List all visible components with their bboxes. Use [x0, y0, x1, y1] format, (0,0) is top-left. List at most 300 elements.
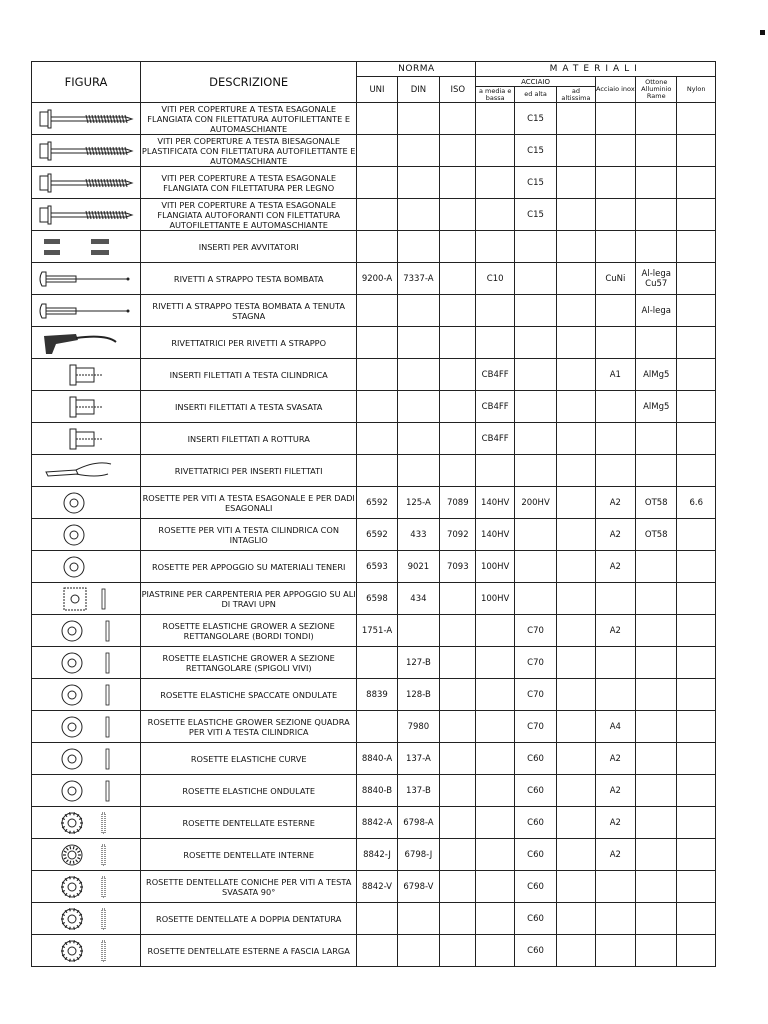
media-cell: 100HV: [476, 551, 514, 583]
alta-cell: C60: [514, 903, 556, 935]
nylon-cell: [677, 199, 716, 231]
inox-cell: [595, 135, 635, 167]
nylon-cell: [677, 807, 716, 839]
figure-cell: [32, 231, 141, 263]
uni-cell: [357, 391, 397, 423]
altissima-cell: [557, 615, 595, 647]
alta-cell: 200HV: [514, 487, 556, 519]
inox-cell: [595, 231, 635, 263]
media-cell: [476, 295, 514, 327]
description-cell: INSERTI FILETTATI A TESTA CILINDRICA: [141, 359, 357, 391]
ottone-cell: [636, 583, 677, 615]
page-corner-mark: [760, 30, 765, 35]
iso-cell: [440, 359, 476, 391]
sealed-blind-rivet-icon: [32, 298, 140, 324]
din-cell: 7980: [397, 711, 439, 743]
table-row: [32, 711, 716, 743]
iso-cell: [440, 807, 476, 839]
altissima-cell: [557, 295, 595, 327]
figure-cell: [32, 711, 141, 743]
din-cell: 128-B: [397, 679, 439, 711]
media-cell: [476, 903, 514, 935]
table-row: [32, 487, 716, 519]
inox-cell: [595, 103, 635, 135]
external-tooth-washer-icon: [32, 810, 140, 836]
blind-rivet-icon: [32, 266, 140, 292]
uni-cell: [357, 711, 397, 743]
inox-cell: [595, 199, 635, 231]
iso-cell: [440, 839, 476, 871]
header-figura: FIGURA: [32, 62, 141, 103]
table-row: [32, 295, 716, 327]
altissima-cell: [557, 839, 595, 871]
iso-cell: 7089: [440, 487, 476, 519]
altissima-cell: [557, 583, 595, 615]
nylon-cell: [677, 935, 716, 967]
inox-cell: [595, 423, 635, 455]
media-cell: [476, 615, 514, 647]
media-cell: [476, 327, 514, 359]
altissima-cell: [557, 135, 595, 167]
inox-cell: A1: [595, 359, 635, 391]
table-row: [32, 839, 716, 871]
din-cell: 6798-V: [397, 871, 439, 903]
din-cell: [397, 359, 439, 391]
uni-cell: 8842-V: [357, 871, 397, 903]
rivet-gun-icon: [32, 330, 140, 356]
din-cell: 6798-A: [397, 807, 439, 839]
ottone-cell: [636, 839, 677, 871]
table-row: [32, 423, 716, 455]
nylon-cell: [677, 551, 716, 583]
media-cell: CB4FF: [476, 359, 514, 391]
din-cell: 6798-J: [397, 839, 439, 871]
description-cell: ROSETTE ELASTICHE GROWER SEZIONE QUADRA PER VITI A TESTA CILINDRICA: [141, 711, 357, 743]
table-row: [32, 391, 716, 423]
header-materiali: MATERIALI: [476, 62, 716, 77]
uni-cell: [357, 935, 397, 967]
description-cell: VITI PER COPERTURE A TESTA BIESAGONALE PLASTIFICATA CON FILETTATURA AUTOFILETTANTE E AUTOMASCHIANTE: [141, 135, 356, 166]
uni-cell: 9200-A: [357, 263, 397, 295]
inox-cell: [595, 871, 635, 903]
media-cell: 100HV: [476, 583, 514, 615]
description-cell: ROSETTE PER APPOGGIO SU MATERIALI TENERI: [141, 551, 357, 583]
fasteners-table: [31, 61, 716, 967]
uni-cell: 6592: [357, 519, 397, 551]
ottone-cell: AlMg5: [636, 391, 677, 423]
figure-cell: [32, 103, 141, 135]
inox-cell: A2: [595, 775, 635, 807]
alta-cell: C60: [514, 839, 556, 871]
uni-cell: [357, 359, 397, 391]
header-norma: NORMA: [357, 62, 476, 77]
nylon-cell: [677, 423, 716, 455]
description-cell: ROSETTE ELASTICHE GROWER A SEZIONE RETTANGOLARE (SPIGOLI VIVI): [141, 647, 357, 679]
media-cell: [476, 103, 514, 135]
din-cell: [397, 391, 439, 423]
ottone-cell: OT58: [636, 519, 677, 551]
iso-cell: 7093: [440, 551, 476, 583]
media-cell: [476, 199, 514, 231]
iso-cell: [440, 903, 476, 935]
description-cell: ROSETTE ELASTICHE ONDULATE: [141, 775, 357, 807]
nylon-cell: [677, 167, 716, 199]
description-cell: ROSETTE DENTELLATE A DOPPIA DENTATURA: [141, 903, 357, 935]
curved-spring-washer-icon: [32, 746, 140, 772]
nylon-cell: [677, 647, 716, 679]
nylon-cell: [677, 711, 716, 743]
figure-cell: [32, 423, 141, 455]
din-cell: [397, 327, 439, 359]
figure-cell: [32, 263, 141, 295]
table-row: [32, 583, 716, 615]
media-cell: 140HV: [476, 519, 514, 551]
alta-cell: [514, 519, 556, 551]
description-cell: ROSETTE ELASTICHE CURVE: [141, 743, 357, 775]
alta-cell: C70: [514, 679, 556, 711]
description-cell: ROSETTE PER VITI A TESTA CILINDRICA CON INTAGLIO: [141, 519, 357, 551]
uni-cell: 8839: [357, 679, 397, 711]
nylon-cell: [677, 743, 716, 775]
uni-cell: [357, 423, 397, 455]
header-ed-alta: ed alta: [514, 87, 556, 103]
ottone-cell: AlMg5: [636, 359, 677, 391]
din-cell: 7337-A: [397, 263, 439, 295]
table-row: [32, 551, 716, 583]
din-cell: [397, 935, 439, 967]
iso-cell: 7092: [440, 519, 476, 551]
nylon-cell: 6.6: [677, 487, 716, 519]
description-cell: ROSETTE PER VITI A TESTA ESAGONALE E PER DADI ESAGONALI: [141, 487, 357, 519]
inox-cell: [595, 679, 635, 711]
altissima-cell: [557, 775, 595, 807]
uni-cell: 1751-A: [357, 615, 397, 647]
uni-cell: [357, 647, 397, 679]
description-cell: RIVETTI A STRAPPO TESTA BOMBATA A TENUTA STAGNA: [141, 295, 357, 327]
nylon-cell: [677, 839, 716, 871]
alta-cell: [514, 327, 556, 359]
alta-cell: C15: [514, 167, 556, 199]
alta-cell: C60: [514, 935, 556, 967]
figure-cell: [32, 359, 141, 391]
double-hex-screw-icon: [32, 138, 140, 164]
media-cell: [476, 743, 514, 775]
media-cell: [476, 135, 514, 167]
media-cell: [476, 839, 514, 871]
figure-cell: [32, 647, 141, 679]
iso-cell: [440, 647, 476, 679]
description-cell: ROSETTE DENTELLATE CONICHE PER VITI A TESTA SVASATA 90°: [141, 871, 357, 903]
table-row: [32, 935, 716, 967]
media-cell: CB4FF: [476, 423, 514, 455]
table-row: [32, 327, 716, 359]
figure-cell: [32, 519, 141, 551]
flat-washer-icon: [32, 490, 140, 516]
hex-flange-wood-screw-icon: [32, 170, 140, 196]
media-cell: [476, 711, 514, 743]
header-media-bassa: a media e bassa: [476, 87, 514, 103]
alta-cell: C60: [514, 807, 556, 839]
figure-cell: [32, 679, 141, 711]
altissima-cell: [557, 199, 595, 231]
figure-cell: [32, 199, 141, 231]
media-cell: CB4FF: [476, 391, 514, 423]
description-cell: VITI PER COPERTURE A TESTA ESAGONALE FLANGIATA AUTOFORANTI CON FILETTATURA AUTOFILETTANTE E AUTOMASCHIANTE: [141, 199, 357, 231]
media-cell: [476, 807, 514, 839]
description-cell: ROSETTE ELASTICHE GROWER A SEZIONE RETTANGOLARE (BORDI TONDI): [141, 615, 357, 647]
description-cell: VITI PER COPERTURE A TESTA ESAGONALE FLANGIATA CON FILETTATURA PER LEGNO: [141, 167, 357, 199]
din-cell: 433: [397, 519, 439, 551]
uni-cell: [357, 231, 397, 263]
header-descrizione: DESCRIZIONE: [141, 62, 357, 103]
media-cell: [476, 679, 514, 711]
description-cell: INSERTI PER AVVITATORI: [141, 231, 357, 263]
din-cell: 125-A: [397, 487, 439, 519]
ottone-cell: [636, 199, 677, 231]
inox-cell: CuNi: [595, 263, 635, 295]
description-cell: INSERTI FILETTATI A ROTTURA: [141, 423, 357, 455]
media-cell: [476, 455, 514, 487]
nylon-cell: [677, 583, 716, 615]
nylon-cell: [677, 103, 716, 135]
altissima-cell: [557, 711, 595, 743]
alta-cell: C15: [514, 103, 556, 135]
iso-cell: [440, 679, 476, 711]
insert-rivet-tool-icon: [32, 458, 140, 484]
table-row: [32, 519, 716, 551]
din-cell: 127-B: [397, 647, 439, 679]
nylon-cell: [677, 231, 716, 263]
figure-cell: [32, 839, 141, 871]
inox-cell: A4: [595, 711, 635, 743]
header-nylon: Nylon: [677, 77, 716, 103]
altissima-cell: [557, 871, 595, 903]
nylon-cell: [677, 455, 716, 487]
nylon-cell: [677, 519, 716, 551]
internal-tooth-washer-icon: [32, 842, 140, 868]
iso-cell: [440, 743, 476, 775]
header-uni: UNI: [357, 77, 397, 103]
uni-cell: 6593: [357, 551, 397, 583]
header-acciaio: ACCIAIO: [476, 77, 595, 87]
alta-cell: C15: [514, 199, 556, 231]
altissima-cell: [557, 231, 595, 263]
inox-cell: [595, 327, 635, 359]
inox-cell: [595, 935, 635, 967]
iso-cell: [440, 615, 476, 647]
figure-cell: [32, 871, 141, 903]
iso-cell: [440, 871, 476, 903]
header-acciaio-inox: Acciaio inox: [595, 77, 635, 103]
hex-flange-self-drilling-screw-icon: [32, 106, 140, 132]
din-cell: [397, 103, 439, 135]
ottone-cell: [636, 807, 677, 839]
alta-cell: C60: [514, 743, 556, 775]
flat-washer-icon: [32, 522, 140, 548]
figure-cell: [32, 807, 141, 839]
countersunk-tooth-washer-icon: [32, 874, 140, 900]
altissima-cell: [557, 167, 595, 199]
iso-cell: [440, 231, 476, 263]
media-cell: C10: [476, 263, 514, 295]
threaded-insert-cylinder-icon: [32, 362, 140, 388]
alta-cell: [514, 551, 556, 583]
iso-cell: [440, 103, 476, 135]
ottone-cell: Al-lega Cu57: [636, 263, 677, 295]
figure-cell: [32, 551, 141, 583]
media-cell: [476, 775, 514, 807]
table-row: [32, 103, 716, 135]
media-cell: [476, 647, 514, 679]
media-cell: 140HV: [476, 487, 514, 519]
altissima-cell: [557, 519, 595, 551]
description-cell: ROSETTE ELASTICHE SPACCATE ONDULATE: [141, 679, 357, 711]
uni-cell: 8842-J: [357, 839, 397, 871]
altissima-cell: [557, 679, 595, 711]
inox-cell: A2: [595, 807, 635, 839]
nylon-cell: [677, 327, 716, 359]
uni-cell: 6592: [357, 487, 397, 519]
alta-cell: C70: [514, 711, 556, 743]
description-cell: RIVETTATRICI PER RIVETTI A STRAPPO: [141, 327, 357, 359]
din-cell: [397, 167, 439, 199]
figure-cell: [32, 935, 141, 967]
din-cell: [397, 615, 439, 647]
uni-cell: [357, 903, 397, 935]
ottone-cell: [636, 135, 677, 167]
inox-cell: [595, 583, 635, 615]
threaded-insert-break-icon: [32, 426, 140, 452]
description-cell: PIASTRINE PER CARPENTERIA PER APPOGGIO SU ALI DI TRAVI UPN: [141, 583, 357, 615]
din-cell: [397, 231, 439, 263]
figure-cell: [32, 743, 141, 775]
media-cell: [476, 935, 514, 967]
figure-cell: [32, 135, 141, 167]
uni-cell: [357, 295, 397, 327]
figure-cell: [32, 295, 141, 327]
iso-cell: [440, 775, 476, 807]
table-row: [32, 231, 716, 263]
din-cell: 9021: [397, 551, 439, 583]
nylon-cell: [677, 359, 716, 391]
figure-cell: [32, 391, 141, 423]
inox-cell: A2: [595, 551, 635, 583]
inox-cell: A2: [595, 839, 635, 871]
ottone-cell: [636, 423, 677, 455]
ottone-cell: [636, 679, 677, 711]
uni-cell: 8840-A: [357, 743, 397, 775]
ottone-cell: [636, 455, 677, 487]
altissima-cell: [557, 743, 595, 775]
ottone-cell: [636, 775, 677, 807]
wave-split-washer-icon: [32, 682, 140, 708]
description-cell: ROSETTE DENTELLATE INTERNE: [141, 839, 357, 871]
ottone-cell: [636, 615, 677, 647]
description-cell: INSERTI FILETTATI A TESTA SVASATA: [141, 391, 357, 423]
table-row: [32, 903, 716, 935]
din-cell: [397, 903, 439, 935]
altissima-cell: [557, 551, 595, 583]
description-cell: ROSETTE DENTELLATE ESTERNE: [141, 807, 357, 839]
nylon-cell: [677, 615, 716, 647]
table-row: [32, 743, 716, 775]
split-lock-washer-icon: [32, 618, 140, 644]
wave-spring-washer-icon: [32, 778, 140, 804]
figure-cell: [32, 327, 141, 359]
altissima-cell: [557, 647, 595, 679]
description-cell: RIVETTI A STRAPPO TESTA BOMBATA: [141, 263, 357, 295]
ottone-cell: [636, 903, 677, 935]
description-cell: RIVETTATRICI PER INSERTI FILETTATI: [141, 455, 357, 487]
inox-cell: A2: [595, 487, 635, 519]
altissima-cell: [557, 103, 595, 135]
inox-cell: A2: [595, 743, 635, 775]
iso-cell: [440, 423, 476, 455]
iso-cell: [440, 391, 476, 423]
din-cell: 137-A: [397, 743, 439, 775]
table-row: [32, 615, 716, 647]
iso-cell: [440, 167, 476, 199]
description-cell: ROSETTE DENTELLATE ESTERNE A FASCIA LARGA: [141, 935, 357, 967]
nylon-cell: [677, 295, 716, 327]
double-tooth-washer-icon: [32, 906, 140, 932]
nylon-cell: [677, 679, 716, 711]
figure-cell: [32, 775, 141, 807]
uni-cell: [357, 103, 397, 135]
band-tooth-washer-icon: [32, 938, 140, 964]
table-row: [32, 167, 716, 199]
table-row: [32, 679, 716, 711]
inox-cell: A2: [595, 615, 635, 647]
ottone-cell: OT58: [636, 487, 677, 519]
alta-cell: [514, 423, 556, 455]
altissima-cell: [557, 359, 595, 391]
din-cell: 434: [397, 583, 439, 615]
alta-cell: [514, 263, 556, 295]
ottone-cell: [636, 935, 677, 967]
table-row: [32, 263, 716, 295]
altissima-cell: [557, 807, 595, 839]
square-plate-washer-icon: [32, 586, 140, 612]
threaded-insert-countersunk-icon: [32, 394, 140, 420]
header-ottone: Ottone Alluminio Rame: [636, 77, 677, 103]
iso-cell: [440, 583, 476, 615]
figure-cell: [32, 487, 141, 519]
ottone-cell: [636, 327, 677, 359]
nylon-cell: [677, 903, 716, 935]
altissima-cell: [557, 935, 595, 967]
uni-cell: [357, 327, 397, 359]
description-cell: VITI PER COPERTURE A TESTA ESAGONALE FLANGIATA CON FILETTATURA AUTOFILETTANTE E AUTOMASCHIANTE: [141, 103, 357, 135]
iso-cell: [440, 327, 476, 359]
header-din: DIN: [397, 77, 439, 103]
alta-cell: C70: [514, 647, 556, 679]
iso-cell: [440, 455, 476, 487]
iso-cell: [440, 199, 476, 231]
large-washer-icon: [32, 554, 140, 580]
uni-cell: 6598: [357, 583, 397, 615]
split-lock-washer-icon: [32, 650, 140, 676]
inox-cell: [595, 167, 635, 199]
inox-cell: [595, 903, 635, 935]
din-cell: 137-B: [397, 775, 439, 807]
nylon-cell: [677, 775, 716, 807]
alta-cell: C60: [514, 775, 556, 807]
table-row: [32, 455, 716, 487]
ottone-cell: Al-lega: [636, 295, 677, 327]
inox-cell: [595, 391, 635, 423]
media-cell: [476, 231, 514, 263]
